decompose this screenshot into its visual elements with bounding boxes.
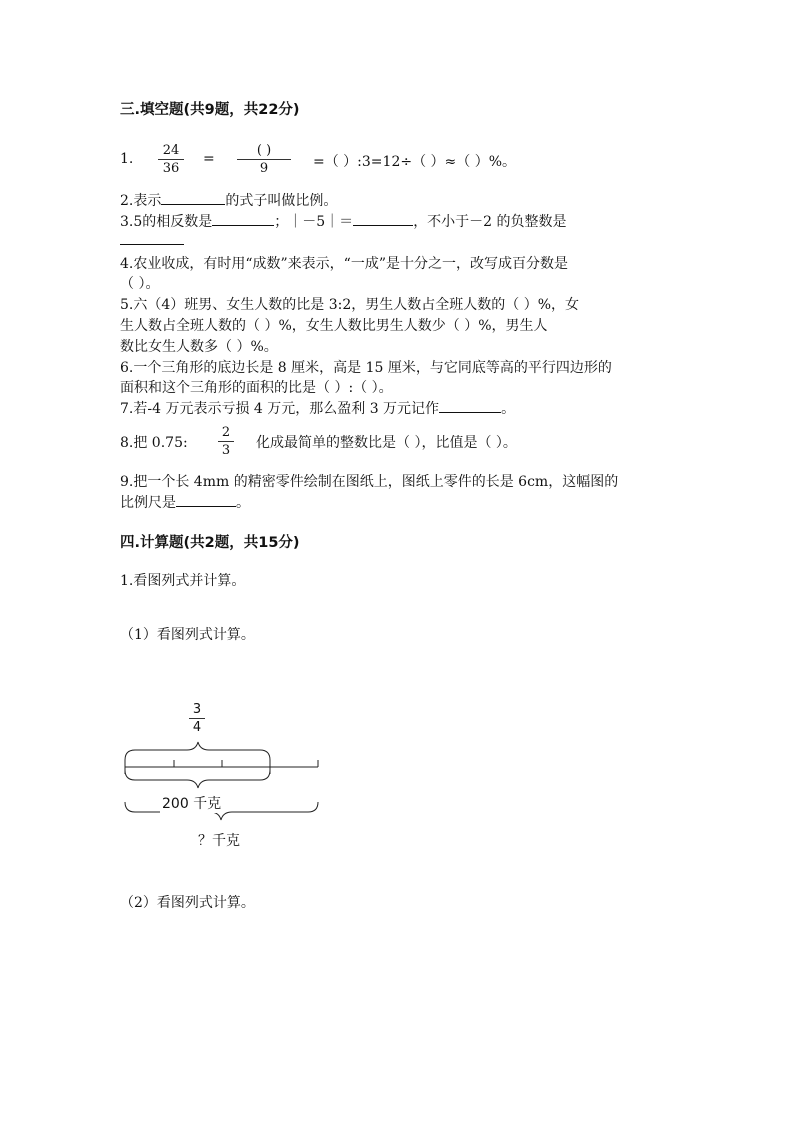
- q1-rest: =（ ）:3=12÷（ ）≈（ ）%。: [313, 154, 517, 170]
- diagram-frac-denominator: 4: [192, 720, 202, 735]
- q7-post: 。: [501, 401, 516, 417]
- q8-frac-denominator: 3: [221, 443, 231, 458]
- q3-pre: 3.5的相反数是: [120, 214, 213, 230]
- q9-pre: 比例尺是: [120, 495, 176, 511]
- q8-frac-numerator: 2: [221, 425, 231, 440]
- q6-line-1: 6.一个三角形的底边长是 8 厘米，高是 15 厘米，与它同底等高的平行四边形的: [120, 360, 612, 376]
- diagram-frac-numerator: 3: [192, 702, 202, 717]
- q1-frac2-numerator: ( ): [256, 143, 272, 158]
- q1-frac1-denominator: 36: [162, 161, 180, 176]
- s4-sub1: （1）看图列式计算。: [120, 627, 255, 643]
- q1-equals: =: [203, 151, 215, 167]
- q8-pre: 8.把 0.75:: [120, 435, 188, 451]
- q9-line-1: 9.把一个长 4mm 的精密零件绘制在图纸上，图纸上零件的长是 6cm，这幅图的: [120, 474, 619, 490]
- q1-number: 1.: [120, 151, 134, 167]
- q4-line-1: 4.农业收成，有时用“成数”来表示，“一成”是十分之一，改写成百分数是: [120, 256, 568, 272]
- q5-line-2: 生人数占全班人数的（ ）%，女生人数比男生人数少（ ）%，男生人: [120, 318, 548, 334]
- section-4-title: 四.计算题(共2题，共15分): [120, 535, 300, 551]
- q3-mid2: ，不小于－2 的负整数是: [413, 214, 567, 230]
- q5-line-1: 5.六（4）班男、女生人数的比是 3:2，男生人数占全班人数的（ ）%，女: [120, 297, 579, 313]
- q2-pre: 2.表示: [120, 193, 162, 209]
- q4-line-2: （ ）。: [120, 276, 160, 292]
- q2-post: 的式子叫做比例。: [225, 193, 338, 209]
- top-brace: [125, 742, 270, 760]
- q6-line-2: 面积和这个三角形的面积的比是（ ）:（ ）。: [120, 380, 393, 396]
- s4-q1: 1.看图列式并计算。: [120, 573, 246, 589]
- q3-mid1: ；｜－5｜＝: [274, 214, 354, 230]
- q1-frac2-denominator: 9: [259, 161, 269, 176]
- q5-line-3: 数比女生人数多（ ）%。: [120, 339, 278, 355]
- diagram-label-known: 200 千克: [160, 793, 223, 813]
- section-3-title: 三.填空题(共9题，共22分): [120, 102, 300, 118]
- q1-frac1-numerator: 24: [162, 143, 180, 158]
- lower-brace-partial: [125, 770, 270, 788]
- q9-post: 。: [236, 495, 250, 511]
- q8-post: 化成最简单的整数比是（ ），比值是（ ）。: [256, 435, 517, 451]
- s4-sub2: （2）看图列式计算。: [120, 895, 255, 911]
- q7-pre: 7.若-4 万元表示亏损 4 万元，那么盈利 3 万元记作: [120, 401, 440, 417]
- diagram-label-question: ？千克: [198, 833, 240, 849]
